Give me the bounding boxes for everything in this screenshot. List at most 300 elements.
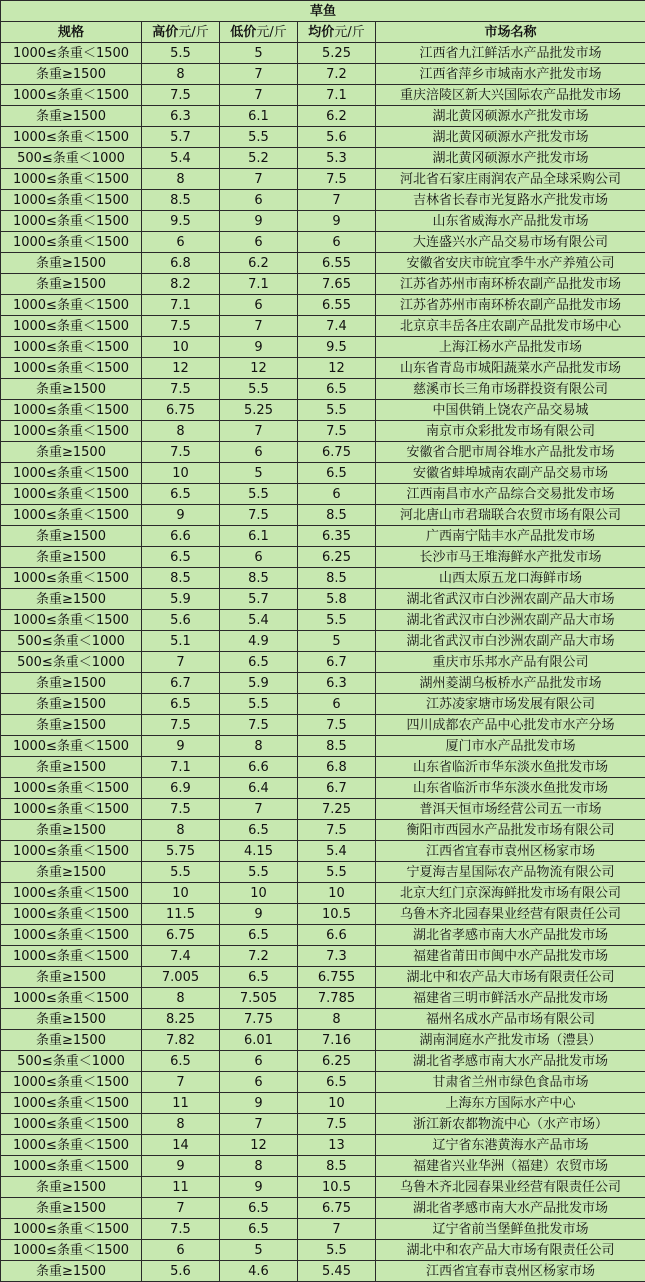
- high-price-cell: 8: [142, 820, 220, 841]
- market-name-cell: 福州名成水产品市场有限公司: [376, 1009, 645, 1030]
- spec-cell: 1000≤条重＜1500: [1, 421, 142, 442]
- spec-cell: 条重≥1500: [1, 820, 142, 841]
- market-name-cell: 安徽省安庆市皖宜季牛水产养殖公司: [376, 253, 645, 274]
- header-avg-label: 均价: [308, 24, 335, 40]
- table-body: [1, 43, 645, 1282]
- avg-price-cell: 5.25: [298, 43, 376, 64]
- table-row: [1, 169, 645, 190]
- header-low-unit: 元/斤: [256, 24, 287, 40]
- market-name-cell: 江西省萍乡市城南水产批发市场: [376, 64, 645, 85]
- low-price-cell: 7.75: [220, 1009, 298, 1030]
- market-name-cell: 长沙市马王堆海鲜水产批发市场: [376, 547, 645, 568]
- table-row: [1, 589, 645, 610]
- table-row: [1, 757, 645, 778]
- table-row: [1, 547, 645, 568]
- title-row: [1, 1, 645, 22]
- spec-cell: 1000≤条重＜1500: [1, 946, 142, 967]
- avg-price-cell: 10.5: [298, 904, 376, 925]
- market-name-cell: 浙江新农都物流中心（水产市场）: [376, 1114, 645, 1135]
- table-row: [1, 1219, 645, 1240]
- table-row: [1, 505, 645, 526]
- avg-price-cell: 8: [298, 1009, 376, 1030]
- avg-price-cell: 5: [298, 631, 376, 652]
- low-price-cell: 6.5: [220, 925, 298, 946]
- high-price-cell: 7.5: [142, 1219, 220, 1240]
- high-price-cell: 8.5: [142, 190, 220, 211]
- spec-cell: 1000≤条重＜1500: [1, 169, 142, 190]
- low-price-cell: 6: [220, 442, 298, 463]
- high-price-cell: 7.5: [142, 316, 220, 337]
- market-name-cell: 江苏凌家塘市场发展有限公司: [376, 694, 645, 715]
- avg-price-cell: 7.5: [298, 169, 376, 190]
- market-name-cell: 厦门市水产品批发市场: [376, 736, 645, 757]
- low-price-cell: 6.01: [220, 1030, 298, 1051]
- avg-price-cell: 5.6: [298, 127, 376, 148]
- high-price-cell: 5.4: [142, 148, 220, 169]
- low-price-cell: 5.7: [220, 589, 298, 610]
- low-price-cell: 4.6: [220, 1261, 298, 1282]
- market-name-cell: 上海江杨水产品批发市场: [376, 337, 645, 358]
- market-name-cell: 福建省莆田市闽中水产品批发市场: [376, 946, 645, 967]
- low-price-cell: 5.5: [220, 694, 298, 715]
- high-price-cell: 5.5: [142, 862, 220, 883]
- spec-cell: 1000≤条重＜1500: [1, 1135, 142, 1156]
- high-price-cell: 6.75: [142, 400, 220, 421]
- header-market-name: 市场名称: [376, 22, 645, 43]
- low-price-cell: 5.5: [220, 484, 298, 505]
- low-price-cell: 8: [220, 1156, 298, 1177]
- high-price-cell: 8: [142, 421, 220, 442]
- table-row: [1, 1114, 645, 1135]
- table-row: [1, 1135, 645, 1156]
- market-name-cell: 中国供销上饶农产品交易城: [376, 400, 645, 421]
- avg-price-cell: 7.5: [298, 715, 376, 736]
- market-name-cell: 山东省威海水产品批发市场: [376, 211, 645, 232]
- high-price-cell: 7.5: [142, 442, 220, 463]
- low-price-cell: 6: [220, 547, 298, 568]
- low-price-cell: 5.9: [220, 673, 298, 694]
- avg-price-cell: 5.5: [298, 610, 376, 631]
- low-price-cell: 9: [220, 211, 298, 232]
- spec-cell: 条重≥1500: [1, 673, 142, 694]
- low-price-cell: 6.5: [220, 820, 298, 841]
- high-price-cell: 6.75: [142, 925, 220, 946]
- avg-price-cell: 6.75: [298, 442, 376, 463]
- header-row: [1, 22, 645, 43]
- table-row: [1, 925, 645, 946]
- market-name-cell: 上海东方国际水产中心: [376, 1093, 645, 1114]
- high-price-cell: 10: [142, 463, 220, 484]
- low-price-cell: 6.5: [220, 652, 298, 673]
- market-name-cell: 湖北省武汉市白沙洲农副产品大市场: [376, 631, 645, 652]
- table-row: [1, 1177, 645, 1198]
- avg-price-cell: 10.5: [298, 1177, 376, 1198]
- table-row: [1, 274, 645, 295]
- spec-cell: 1000≤条重＜1500: [1, 316, 142, 337]
- high-price-cell: 7.1: [142, 295, 220, 316]
- table-row: [1, 463, 645, 484]
- low-price-cell: 6: [220, 190, 298, 211]
- table-row: [1, 568, 645, 589]
- table-row: [1, 736, 645, 757]
- low-price-cell: 6.5: [220, 1198, 298, 1219]
- high-price-cell: 9: [142, 736, 220, 757]
- spec-cell: 条重≥1500: [1, 715, 142, 736]
- high-price-cell: 7: [142, 652, 220, 673]
- table-row: [1, 1072, 645, 1093]
- spec-cell: 1000≤条重＜1500: [1, 1219, 142, 1240]
- spec-cell: 条重≥1500: [1, 1030, 142, 1051]
- spec-cell: 条重≥1500: [1, 589, 142, 610]
- market-name-cell: 四川成都农产品中心批发市水产分场: [376, 715, 645, 736]
- avg-price-cell: 7.5: [298, 1114, 376, 1135]
- high-price-cell: 5.7: [142, 127, 220, 148]
- market-name-cell: 重庆市乐邦水产品有限公司: [376, 652, 645, 673]
- spec-cell: 1000≤条重＜1500: [1, 610, 142, 631]
- market-name-cell: 湖北黄冈硕源水产批发市场: [376, 148, 645, 169]
- avg-price-cell: 5.5: [298, 862, 376, 883]
- table-row: [1, 358, 645, 379]
- market-name-cell: 江西省九江鲜活水产品批发市场: [376, 43, 645, 64]
- avg-price-cell: 5.4: [298, 841, 376, 862]
- table-row: [1, 1030, 645, 1051]
- spec-cell: 条重≥1500: [1, 526, 142, 547]
- spec-cell: 条重≥1500: [1, 1177, 142, 1198]
- avg-price-cell: 6.25: [298, 1051, 376, 1072]
- table-row: [1, 106, 645, 127]
- high-price-cell: 6.7: [142, 673, 220, 694]
- spec-cell: 500≤条重＜1000: [1, 148, 142, 169]
- spec-cell: 条重≥1500: [1, 64, 142, 85]
- low-price-cell: 7: [220, 799, 298, 820]
- avg-price-cell: 7.5: [298, 820, 376, 841]
- market-name-cell: 大连盛兴水产品交易市场有限公司: [376, 232, 645, 253]
- high-price-cell: 14: [142, 1135, 220, 1156]
- avg-price-cell: 13: [298, 1135, 376, 1156]
- high-price-cell: 7.5: [142, 379, 220, 400]
- spec-cell: 条重≥1500: [1, 253, 142, 274]
- high-price-cell: 7: [142, 1072, 220, 1093]
- high-price-cell: 6: [142, 1240, 220, 1261]
- table-row: [1, 820, 645, 841]
- market-name-cell: 山东省临沂市华东淡水鱼批发市场: [376, 778, 645, 799]
- avg-price-cell: 10: [298, 1093, 376, 1114]
- market-name-cell: 湖北省孝感市南大水产品批发市场: [376, 925, 645, 946]
- low-price-cell: 9: [220, 337, 298, 358]
- avg-price-cell: 6.5: [298, 379, 376, 400]
- high-price-cell: 9: [142, 505, 220, 526]
- low-price-cell: 5.4: [220, 610, 298, 631]
- market-name-cell: 北京大红门京深海鲜批发市场有限公司: [376, 883, 645, 904]
- low-price-cell: 6: [220, 1072, 298, 1093]
- high-price-cell: 11: [142, 1177, 220, 1198]
- market-name-cell: 江西省宜春市袁州区杨家市场: [376, 1261, 645, 1282]
- market-name-cell: 南京市众彩批发市场有限公司: [376, 421, 645, 442]
- spec-cell: 条重≥1500: [1, 1198, 142, 1219]
- high-price-cell: 7.5: [142, 715, 220, 736]
- low-price-cell: 6.1: [220, 106, 298, 127]
- market-name-cell: 湖州菱湖乌板桥水产品批发市场: [376, 673, 645, 694]
- high-price-cell: 7.005: [142, 967, 220, 988]
- spec-cell: 1000≤条重＜1500: [1, 190, 142, 211]
- low-price-cell: 5.5: [220, 379, 298, 400]
- spec-cell: 1000≤条重＜1500: [1, 1072, 142, 1093]
- market-name-cell: 江西省宜春市袁州区杨家市场: [376, 841, 645, 862]
- high-price-cell: 9.5: [142, 211, 220, 232]
- spec-cell: 500≤条重＜1000: [1, 631, 142, 652]
- market-name-cell: 乌鲁木齐北园春果业经营有限责任公司: [376, 1177, 645, 1198]
- header-avg-unit: 元/斤: [334, 24, 365, 40]
- high-price-cell: 5.5: [142, 43, 220, 64]
- low-price-cell: 6.2: [220, 253, 298, 274]
- market-name-cell: 湖北黄冈硕源水产批发市场: [376, 127, 645, 148]
- low-price-cell: 9: [220, 1177, 298, 1198]
- low-price-cell: 7: [220, 316, 298, 337]
- table-row: [1, 64, 645, 85]
- low-price-cell: 5.5: [220, 862, 298, 883]
- market-name-cell: 衡阳市西园水产品批发市场有限公司: [376, 820, 645, 841]
- avg-price-cell: 7.65: [298, 274, 376, 295]
- table-row: [1, 253, 645, 274]
- avg-price-cell: 6.7: [298, 652, 376, 673]
- avg-price-cell: 6.755: [298, 967, 376, 988]
- avg-price-cell: 7.16: [298, 1030, 376, 1051]
- table-row: [1, 421, 645, 442]
- low-price-cell: 6: [220, 232, 298, 253]
- low-price-cell: 12: [220, 358, 298, 379]
- market-name-cell: 普洱天恒市场经营公司五一市场: [376, 799, 645, 820]
- low-price-cell: 6.5: [220, 967, 298, 988]
- avg-price-cell: 7.3: [298, 946, 376, 967]
- low-price-cell: 8: [220, 736, 298, 757]
- high-price-cell: 8.25: [142, 1009, 220, 1030]
- market-name-cell: 湖北中和农产品大市场有限责任公司: [376, 1240, 645, 1261]
- low-price-cell: 8.5: [220, 568, 298, 589]
- table-row: [1, 1051, 645, 1072]
- table-row: [1, 190, 645, 211]
- avg-price-cell: 7.5: [298, 421, 376, 442]
- spec-cell: 1000≤条重＜1500: [1, 127, 142, 148]
- low-price-cell: 5.2: [220, 148, 298, 169]
- spec-cell: 1000≤条重＜1500: [1, 841, 142, 862]
- spec-cell: 500≤条重＜1000: [1, 652, 142, 673]
- avg-price-cell: 9: [298, 211, 376, 232]
- low-price-cell: 7: [220, 85, 298, 106]
- low-price-cell: 7: [220, 421, 298, 442]
- avg-price-cell: 9.5: [298, 337, 376, 358]
- avg-price-cell: 7.4: [298, 316, 376, 337]
- avg-price-cell: 6.55: [298, 253, 376, 274]
- header-spec: 规格: [1, 22, 142, 43]
- market-name-cell: 江苏省苏州市南环桥农副产品批发市场: [376, 295, 645, 316]
- table-title: 草鱼: [1, 1, 645, 22]
- market-name-cell: 宁夏海吉星国际农产品物流有限公司: [376, 862, 645, 883]
- spec-cell: 1000≤条重＜1500: [1, 358, 142, 379]
- spec-cell: 1000≤条重＜1500: [1, 1240, 142, 1261]
- table-row: [1, 1240, 645, 1261]
- market-name-cell: 湖南洞庭水产批发市场（澧县）: [376, 1030, 645, 1051]
- spec-cell: 条重≥1500: [1, 1009, 142, 1030]
- low-price-cell: 7.1: [220, 274, 298, 295]
- table-row: [1, 904, 645, 925]
- high-price-cell: 6.9: [142, 778, 220, 799]
- low-price-cell: 7: [220, 169, 298, 190]
- low-price-cell: 4.9: [220, 631, 298, 652]
- avg-price-cell: 7: [298, 1219, 376, 1240]
- avg-price-cell: 8.5: [298, 1156, 376, 1177]
- market-name-cell: 福建省兴业华洲（福建）农贸市场: [376, 1156, 645, 1177]
- low-price-cell: 7.5: [220, 715, 298, 736]
- avg-price-cell: 8.5: [298, 505, 376, 526]
- market-name-cell: 湖北省孝感市南大水产品批发市场: [376, 1051, 645, 1072]
- market-name-cell: 福建省三明市鲜活水产品批发市场: [376, 988, 645, 1009]
- table-row: [1, 442, 645, 463]
- market-name-cell: 安徽省合肥市周谷堆水产品批发市场: [376, 442, 645, 463]
- market-name-cell: 北京京丰岳各庄农副产品批发市场中心: [376, 316, 645, 337]
- table-row: [1, 232, 645, 253]
- table-row: [1, 715, 645, 736]
- low-price-cell: 7: [220, 1114, 298, 1135]
- high-price-cell: 8: [142, 988, 220, 1009]
- high-price-cell: 12: [142, 358, 220, 379]
- avg-price-cell: 6.2: [298, 106, 376, 127]
- high-price-cell: 8: [142, 1114, 220, 1135]
- spec-cell: 500≤条重＜1000: [1, 1051, 142, 1072]
- high-price-cell: 11: [142, 1093, 220, 1114]
- table-row: [1, 127, 645, 148]
- table-row: [1, 1261, 645, 1282]
- table-row: [1, 295, 645, 316]
- market-name-cell: 慈溪市长三角市场群投资有限公司: [376, 379, 645, 400]
- table-row: [1, 610, 645, 631]
- avg-price-cell: 6.35: [298, 526, 376, 547]
- spec-cell: 条重≥1500: [1, 1261, 142, 1282]
- spec-cell: 1000≤条重＜1500: [1, 904, 142, 925]
- low-price-cell: 6: [220, 1051, 298, 1072]
- avg-price-cell: 6: [298, 484, 376, 505]
- high-price-cell: 5.1: [142, 631, 220, 652]
- market-name-cell: 河北省石家庄雨润农产品全球采购公司: [376, 169, 645, 190]
- avg-price-cell: 6.6: [298, 925, 376, 946]
- high-price-cell: 5.6: [142, 610, 220, 631]
- high-price-cell: 6: [142, 232, 220, 253]
- high-price-cell: 10: [142, 337, 220, 358]
- avg-price-cell: 7: [298, 190, 376, 211]
- table-row: [1, 694, 645, 715]
- low-price-cell: 9: [220, 904, 298, 925]
- table-row: [1, 526, 645, 547]
- spec-cell: 条重≥1500: [1, 757, 142, 778]
- spec-cell: 1000≤条重＜1500: [1, 232, 142, 253]
- spec-cell: 1000≤条重＜1500: [1, 400, 142, 421]
- spec-cell: 1000≤条重＜1500: [1, 568, 142, 589]
- spec-cell: 条重≥1500: [1, 694, 142, 715]
- market-name-cell: 广西南宁陆丰水产品批发市场: [376, 526, 645, 547]
- table-row: [1, 316, 645, 337]
- header-high-label: 高价: [152, 24, 179, 40]
- table-row: [1, 652, 645, 673]
- header-avg-price: [298, 22, 376, 43]
- spec-cell: 1000≤条重＜1500: [1, 883, 142, 904]
- table-row: [1, 631, 645, 652]
- spec-cell: 1000≤条重＜1500: [1, 925, 142, 946]
- market-name-cell: 湖北黄冈硕源水产批发市场: [376, 106, 645, 127]
- low-price-cell: 6.6: [220, 757, 298, 778]
- market-name-cell: 山东省青岛市城阳蔬菜水产品批发市场: [376, 358, 645, 379]
- low-price-cell: 5: [220, 1240, 298, 1261]
- high-price-cell: 6.5: [142, 1051, 220, 1072]
- low-price-cell: 5.5: [220, 127, 298, 148]
- spec-cell: 条重≥1500: [1, 967, 142, 988]
- high-price-cell: 7.5: [142, 85, 220, 106]
- high-price-cell: 6.5: [142, 694, 220, 715]
- spec-cell: 1000≤条重＜1500: [1, 778, 142, 799]
- table-row: [1, 1009, 645, 1030]
- low-price-cell: 7: [220, 64, 298, 85]
- avg-price-cell: 7.25: [298, 799, 376, 820]
- low-price-cell: 9: [220, 1093, 298, 1114]
- market-name-cell: 辽宁省前当堡鲜鱼批发市场: [376, 1219, 645, 1240]
- market-name-cell: 湖北省武汉市白沙洲农副产品大市场: [376, 610, 645, 631]
- high-price-cell: 8.2: [142, 274, 220, 295]
- market-name-cell: 山东省临沂市华东淡水鱼批发市场: [376, 757, 645, 778]
- avg-price-cell: 7.785: [298, 988, 376, 1009]
- avg-price-cell: 5.8: [298, 589, 376, 610]
- table-row: [1, 946, 645, 967]
- avg-price-cell: 8.5: [298, 736, 376, 757]
- spec-cell: 1000≤条重＜1500: [1, 85, 142, 106]
- high-price-cell: 7: [142, 1198, 220, 1219]
- high-price-cell: 9: [142, 1156, 220, 1177]
- high-price-cell: 7.82: [142, 1030, 220, 1051]
- avg-price-cell: 5.3: [298, 148, 376, 169]
- table-row: [1, 337, 645, 358]
- high-price-cell: 10: [142, 883, 220, 904]
- spec-cell: 1000≤条重＜1500: [1, 484, 142, 505]
- table-row: [1, 883, 645, 904]
- header-high-unit: 元/斤: [178, 24, 209, 40]
- spec-cell: 条重≥1500: [1, 442, 142, 463]
- low-price-cell: 6.5: [220, 1219, 298, 1240]
- spec-cell: 条重≥1500: [1, 379, 142, 400]
- spec-cell: 1000≤条重＜1500: [1, 1093, 142, 1114]
- spec-cell: 1000≤条重＜1500: [1, 295, 142, 316]
- high-price-cell: 6.5: [142, 547, 220, 568]
- header-low-label: 低价: [230, 24, 257, 40]
- avg-price-cell: 7.2: [298, 64, 376, 85]
- table-row: [1, 484, 645, 505]
- low-price-cell: 10: [220, 883, 298, 904]
- spec-cell: 1000≤条重＜1500: [1, 505, 142, 526]
- high-price-cell: 7.1: [142, 757, 220, 778]
- spec-cell: 条重≥1500: [1, 862, 142, 883]
- high-price-cell: 8: [142, 169, 220, 190]
- avg-price-cell: 12: [298, 358, 376, 379]
- table-row: [1, 967, 645, 988]
- high-price-cell: 6.5: [142, 484, 220, 505]
- avg-price-cell: 8.5: [298, 568, 376, 589]
- high-price-cell: 6.6: [142, 526, 220, 547]
- spec-cell: 1000≤条重＜1500: [1, 988, 142, 1009]
- low-price-cell: 4.15: [220, 841, 298, 862]
- market-name-cell: 湖北中和农产品大市场有限责任公司: [376, 967, 645, 988]
- spec-cell: 1000≤条重＜1500: [1, 799, 142, 820]
- spec-cell: 1000≤条重＜1500: [1, 211, 142, 232]
- spec-cell: 1000≤条重＜1500: [1, 463, 142, 484]
- low-price-cell: 12: [220, 1135, 298, 1156]
- market-name-cell: 重庆涪陵区新大兴国际农产品批发市场: [376, 85, 645, 106]
- low-price-cell: 6.4: [220, 778, 298, 799]
